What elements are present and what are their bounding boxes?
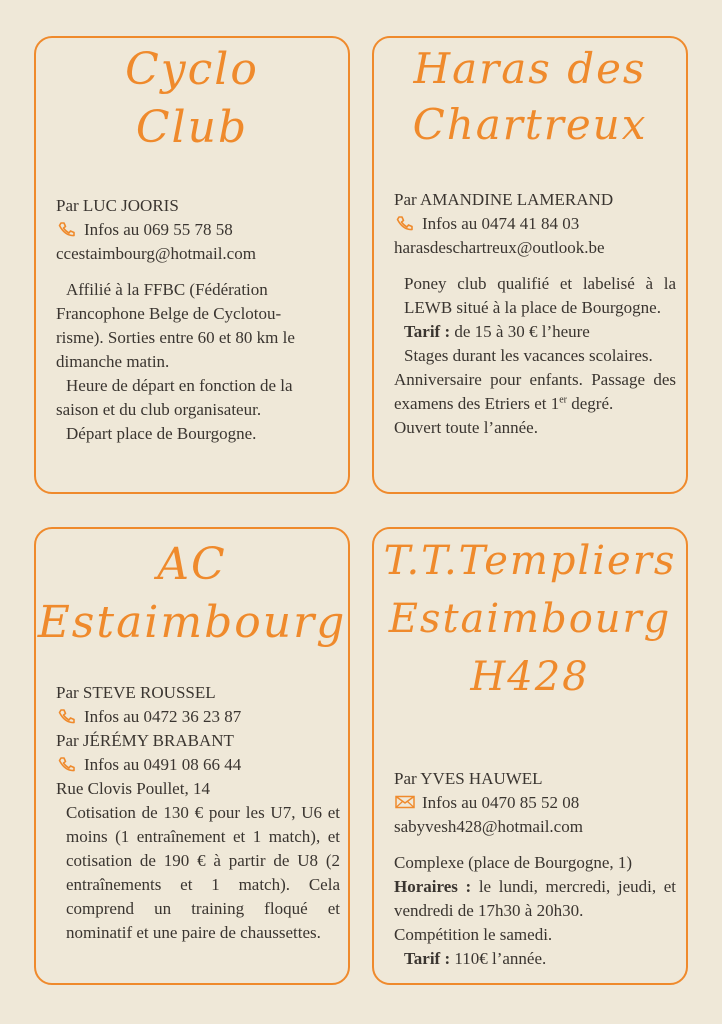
paragraph-line: Heure de départ en fonction de la [66, 376, 293, 395]
phone-icon [56, 708, 78, 724]
tarif-text: Tarif : 110€ l’année. [404, 949, 547, 968]
card-cyclo-club [34, 36, 350, 494]
paragraph-line: risme). Sorties entre 60 et 80 km le [56, 328, 295, 347]
title-line: T.T.Templiers [383, 538, 677, 584]
contact-name: Par AMANDINE LAMERAND [394, 190, 614, 209]
title-line: Chartreux [412, 100, 648, 149]
title-line: Cyclo [125, 44, 259, 95]
contact-name: Par YVES HAUWEL [394, 769, 543, 788]
horaires-text: Horaires : le lundi, mercredi, jeudi, et vendredi de 17h30 à 20h30. [394, 877, 676, 920]
title-line: Haras des [413, 44, 647, 93]
phone-icon [56, 756, 78, 772]
contact-name: Par LUC JOORIS [56, 196, 179, 215]
phone-icon [394, 215, 416, 231]
contact-name: Par JÉRÉMY BRABANT [56, 731, 234, 750]
phone-number: Infos au 0491 08 66 44 [84, 755, 242, 774]
paragraph: Ouvert toute l’année. [394, 418, 538, 437]
phone-number: Infos au 0474 41 84 03 [422, 214, 580, 233]
phone-number: Infos au 0472 36 23 87 [84, 707, 242, 726]
paragraph: Anniversaire pour enfants. Passage des examens des Etriers et 1er degré. [394, 370, 676, 413]
title-line: Estaimbourg [388, 596, 672, 642]
phone-number: Infos au 069 55 78 58 [84, 220, 233, 239]
title-line: Estaimbourg [37, 597, 347, 648]
card-tt-templiers [372, 527, 688, 985]
title-line: H428 [470, 654, 590, 700]
title-line: Club [135, 102, 249, 153]
address: Rue Clovis Poullet, 14 [56, 779, 210, 798]
phone-number: Infos au 0470 85 52 08 [422, 793, 580, 812]
card-title [374, 538, 686, 700]
envelope-icon [394, 794, 416, 810]
card-haras-des-chartreux [372, 36, 688, 494]
card-body [56, 194, 338, 446]
email-address: ccestaimbourg@hotmail.com [56, 244, 256, 263]
paragraph-line: Départ place de Bourgogne. [66, 424, 257, 443]
paragraph-line: Affilié à la FFBC (Fédération [66, 280, 268, 299]
paragraph-line: saison et du club organisateur. [56, 400, 262, 419]
card-title [36, 539, 348, 648]
phone-icon [56, 221, 78, 237]
paragraph: Complexe (place de Bourgogne, 1) [394, 853, 633, 872]
competition-text: Compétition le samedi. [394, 925, 553, 944]
paragraph-line: dimanche matin. [56, 352, 170, 371]
card-title [374, 44, 686, 149]
paragraph: Poney club qualifié et labelisé à la LEWB situé à la place de Bourgogne. [404, 274, 676, 317]
card-ac-estaimbourg [34, 527, 350, 985]
stages-text: Stages durant les vacances scolaires. [404, 346, 653, 365]
tarif-label: Tarif : [404, 322, 451, 341]
contact-name: Par STEVE ROUSSEL [56, 683, 216, 702]
title-line: AC [157, 539, 227, 590]
card-body [394, 188, 676, 440]
card-body [56, 681, 340, 945]
tarif-value: de 15 à 30 € l’heure [454, 322, 590, 341]
email-address: sabyvesh428@hotmail.com [394, 817, 583, 836]
paragraph: Cotisation de 130 € pour les U7, U6 et moins (1 entraînement et 1 match), et cotisation de 190 € à partir de U8 (2 entraînements et 1 match). Cela comprend un training floqué et nominatif et une paire de chaussettes. [66, 803, 340, 942]
card-title [36, 44, 348, 153]
card-body [394, 767, 676, 971]
email-address: harasdeschartreux@outlook.be [394, 238, 605, 257]
paragraph-line: Francophone Belge de Cyclotou- [56, 304, 282, 323]
